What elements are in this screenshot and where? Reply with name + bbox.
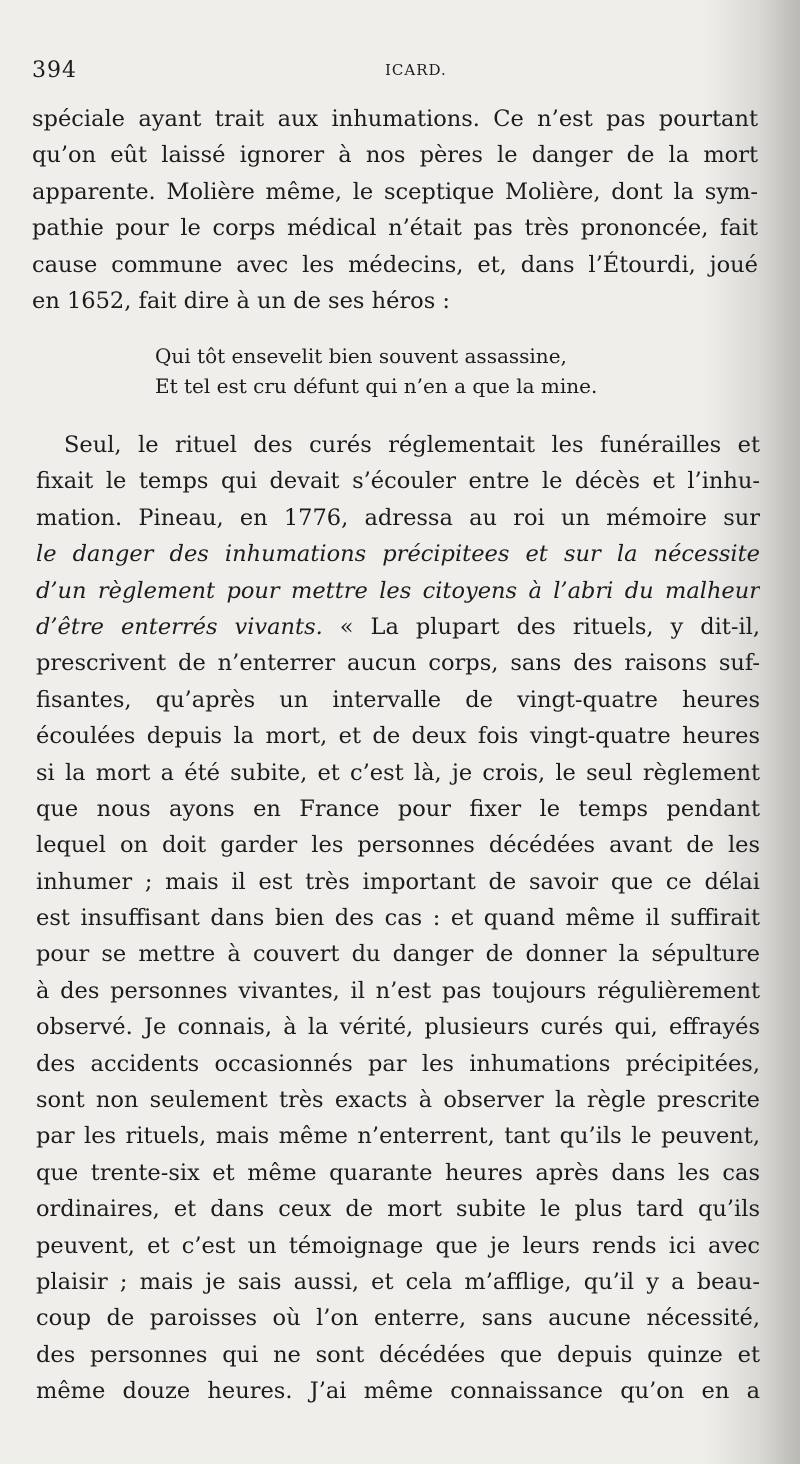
verse-line: Qui tôt ensevelit bien souvent assassine, (155, 344, 567, 368)
text-line: en 1652, fait dire à un de ses héros : (32, 287, 450, 314)
text-line: prescrivent de n’enterrer aucun corps, sans des raisons suf- (36, 650, 760, 677)
text-line: par les rituels, mais même n’enterrent, tant qu’ils le peuvent, (36, 1123, 760, 1150)
text-line: que trente-six et même quarante heures après dans les cas (36, 1159, 760, 1186)
verse-quote (155, 341, 597, 401)
page-header (30, 58, 760, 88)
text-line: mation. Pineau, en 1776, adressa au roi un mémoire sur (36, 504, 760, 531)
text-line: des personnes qui ne sont décédées que depuis quinze et (36, 1341, 760, 1368)
text-line: lequel on doit garder les personnes décédées avant de les (36, 832, 760, 859)
text-line: à des personnes vivantes, il n’est pas toujours régulièrement (36, 977, 760, 1004)
text-line: cause commune avec les médecins, et, dans l’Étourdi, joué (32, 251, 758, 278)
text-line: Seul, le rituel des curés réglementait les funérailles et (64, 432, 760, 458)
text-line-mixed (36, 609, 760, 645)
text-line: même douze heures. J’ai même connaissance qu’on en a (36, 1378, 760, 1405)
text-line: apparente. Molière même, le sceptique Molière, dont la sym- (32, 178, 758, 205)
text-line: fisantes, qu’après un intervalle de vingt-quatre heures (36, 686, 760, 713)
text-line: spéciale ayant trait aux inhumations. Ce n’est pas pourtant (32, 106, 758, 132)
text-line: pathie pour le corps médical n’était pas très prononcée, fait (32, 215, 758, 242)
text-line: coup de paroisses où l’on enterre, sans aucune nécessité, (36, 1305, 760, 1332)
paragraph-1 (32, 101, 758, 319)
running-head: ICARD. (385, 61, 447, 79)
text-line: fixait le temps qui devait s’écouler entre le décès et l’inhu- (36, 468, 760, 495)
text-line: sont non seulement très exacts à observer la règle prescrite (36, 1087, 760, 1114)
text-line: des accidents occasionnés par les inhumations précipitées, (36, 1050, 760, 1077)
text-line: est insuffisant dans bien des cas : et quand même il suffirait (36, 905, 760, 932)
page-number: 394 (32, 58, 77, 83)
text-line: qu’on eût laissé ignorer à nos pères le danger de la mort (32, 142, 758, 169)
paragraph-2 (36, 427, 760, 1410)
text-line-italic: le danger des inhumations précipitees et sur la nécessite (36, 541, 760, 568)
italic-phrase: d’être enterrés vivants. (36, 613, 323, 640)
text-line: plaisir ; mais je sais aussi, et cela m’afflige, qu’il y a beau- (36, 1268, 760, 1295)
verse-line: Et tel est cru défunt qui n’en a que la mine. (155, 374, 598, 398)
text-line: écoulées depuis la mort, et de deux fois vingt-quatre heures (36, 723, 760, 750)
text-line: que nous ayons en France pour fixer le temps pendant (36, 795, 760, 822)
text-line: inhumer ; mais il est très important de savoir que ce délai (36, 868, 760, 895)
roman-phrase: « La plupart des rituels, y dit-il, (322, 613, 760, 640)
text-line: pour se mettre à couvert du danger de donner la sépulture (36, 941, 760, 968)
text-line: peuvent, et c’est un témoignage que je leurs rends ici avec (36, 1232, 760, 1259)
text-line-italic: d’un règlement pour mettre les citoyens à l’abri du malheur (36, 577, 760, 604)
text-line: observé. Je connais, à la vérité, plusieurs curés qui, effrayés (36, 1014, 760, 1041)
text-line: ordinaires, et dans ceux de mort subite le plus tard qu’ils (36, 1196, 760, 1223)
text-line: si la mort a été subite, et c’est là, je crois, le seul règlement (36, 759, 760, 786)
